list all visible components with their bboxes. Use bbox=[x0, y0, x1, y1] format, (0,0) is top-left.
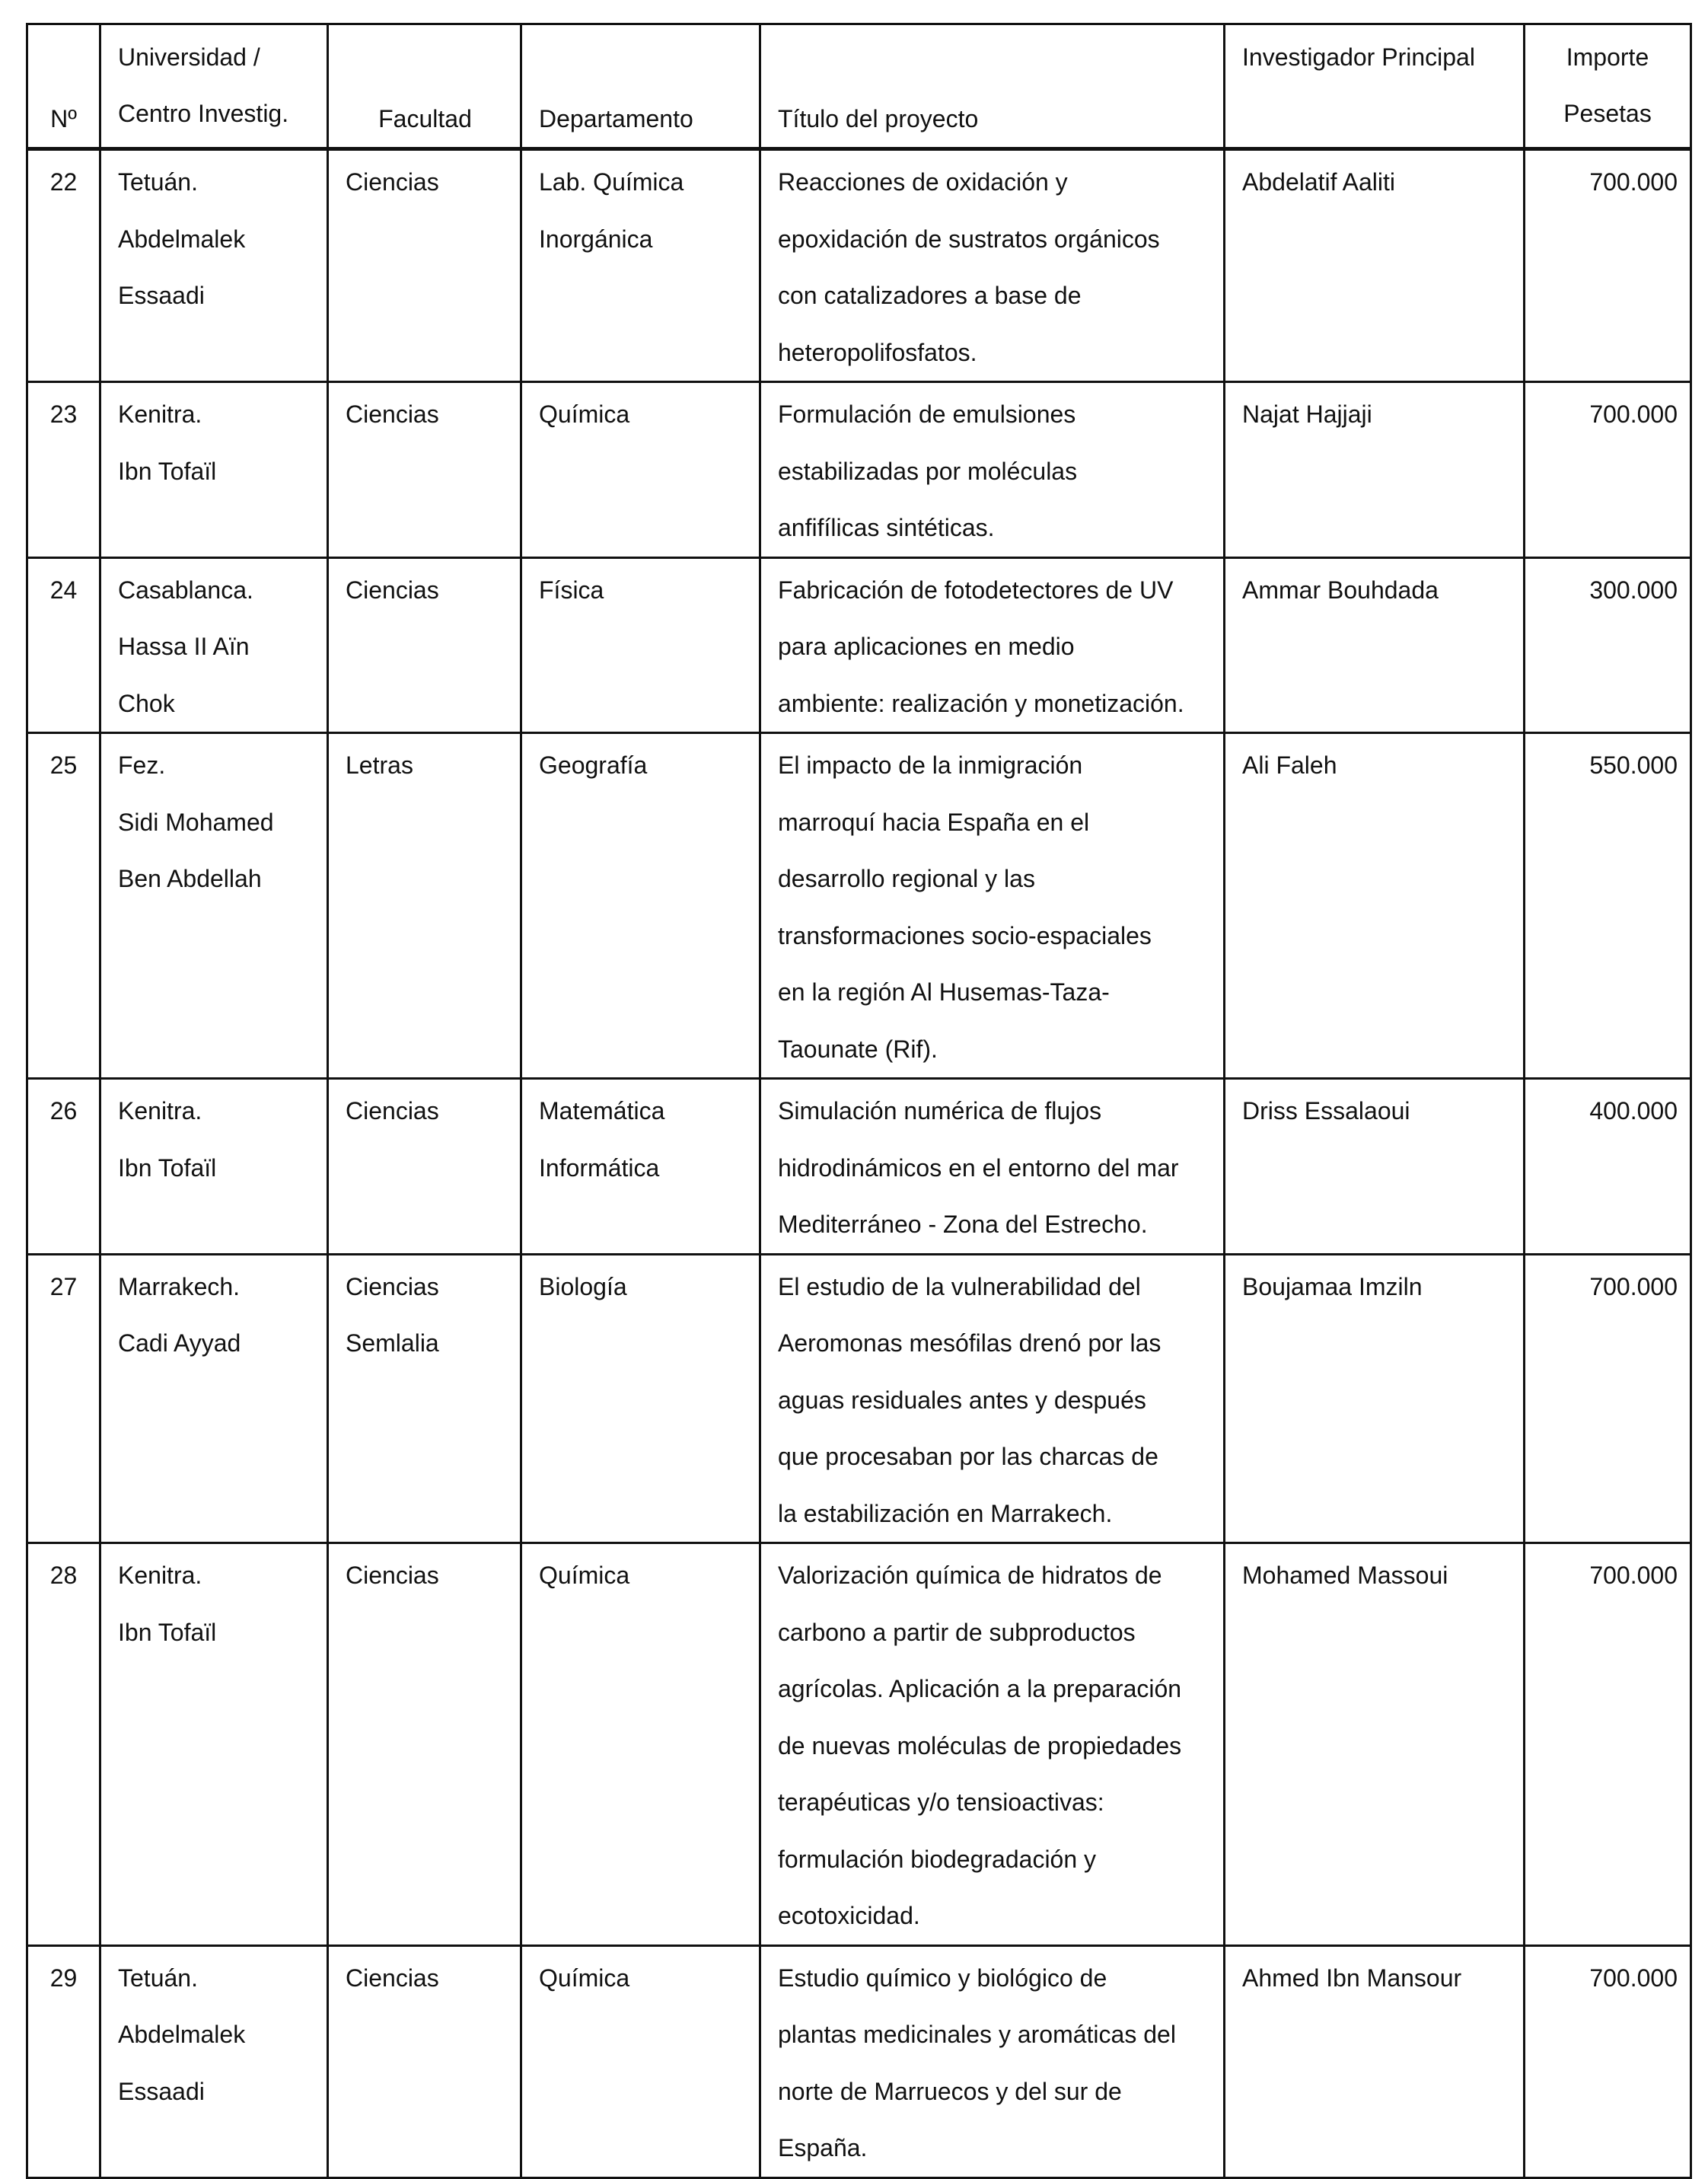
cell-faculty: Ciencias bbox=[328, 1079, 521, 1255]
table-row bbox=[27, 1079, 1691, 1255]
cell-department: Matemática Informática bbox=[521, 1079, 760, 1255]
cell-num: 26 bbox=[27, 1079, 100, 1255]
cell-investigator: Driss Essalaoui bbox=[1225, 1079, 1525, 1255]
table-row bbox=[27, 733, 1691, 1079]
cell-department: Química bbox=[521, 382, 760, 558]
cell-investigator: Ali Faleh bbox=[1225, 733, 1525, 1079]
cell-department: Biología bbox=[521, 1254, 760, 1543]
cell-university: Kenitra. Ibn Tofaïl bbox=[100, 1543, 328, 1946]
cell-num: 24 bbox=[27, 557, 100, 733]
header-university-line2: Centro Investig. bbox=[118, 100, 289, 127]
cell-title: Formulación de emulsiones estabilizadas por moléculas anfifílicas sintéticas. bbox=[760, 382, 1225, 558]
cell-amount: 700.000 bbox=[1525, 1945, 1691, 2177]
cell-department: Lab. Química Inorgánica bbox=[521, 149, 760, 382]
cell-investigator: Ammar Bouhdada bbox=[1225, 557, 1525, 733]
cell-faculty: Ciencias bbox=[328, 149, 521, 382]
cell-num: 25 bbox=[27, 733, 100, 1079]
cell-amount: 400.000 bbox=[1525, 1079, 1691, 1255]
cell-department: Geografía bbox=[521, 733, 760, 1079]
cell-title: El impacto de la inmigración marroquí hacia España en el desarrollo regional y las transformaciones socio-espaciales en la región Al Husemas-Taza- Taounate (Rif). bbox=[760, 733, 1225, 1079]
cell-num: 29 bbox=[27, 1945, 100, 2177]
cell-faculty: Ciencias bbox=[328, 1543, 521, 1946]
cell-num: 27 bbox=[27, 1254, 100, 1543]
table-row bbox=[27, 557, 1691, 733]
header-num: Nº bbox=[27, 24, 100, 149]
header-amount bbox=[1525, 24, 1691, 149]
cell-investigator: Ahmed Ibn Mansour bbox=[1225, 1945, 1525, 2177]
header-faculty: Facultad bbox=[328, 24, 521, 149]
header-row bbox=[27, 24, 1691, 149]
cell-title: Simulación numérica de flujos hidrodinámicos en el entorno del mar Mediterráneo - Zona del Estrecho. bbox=[760, 1079, 1225, 1255]
cell-amount: 700.000 bbox=[1525, 382, 1691, 558]
projects-table bbox=[26, 23, 1692, 2179]
table-row bbox=[27, 382, 1691, 558]
cell-title: Reacciones de oxidación y epoxidación de sustratos orgánicos con catalizadores a base de heteropolifosfatos. bbox=[760, 149, 1225, 382]
header-university-line1: Universidad / bbox=[118, 43, 260, 71]
cell-title: Fabricación de fotodetectores de UV para aplicaciones en medio ambiente: realización y monetización. bbox=[760, 557, 1225, 733]
cell-investigator: Boujamaa Imziln bbox=[1225, 1254, 1525, 1543]
cell-investigator: Mohamed Massoui bbox=[1225, 1543, 1525, 1946]
cell-amount: 550.000 bbox=[1525, 733, 1691, 1079]
cell-amount: 700.000 bbox=[1525, 1543, 1691, 1946]
cell-university: Tetuán. Abdelmalek Essaadi bbox=[100, 1945, 328, 2177]
cell-faculty: Ciencias bbox=[328, 557, 521, 733]
cell-amount: 300.000 bbox=[1525, 557, 1691, 733]
cell-num: 22 bbox=[27, 149, 100, 382]
table-row bbox=[27, 1945, 1691, 2177]
cell-investigator: Najat Hajjaji bbox=[1225, 382, 1525, 558]
cell-university: Tetuán. Abdelmalek Essaadi bbox=[100, 149, 328, 382]
header-amount-line1: Importe bbox=[1566, 43, 1649, 71]
header-title: Título del proyecto bbox=[760, 24, 1225, 149]
header-department: Departamento bbox=[521, 24, 760, 149]
cell-amount: 700.000 bbox=[1525, 149, 1691, 382]
header-amount-line2: Pesetas bbox=[1563, 100, 1652, 127]
cell-title: El estudio de la vulnerabilidad del Aeromonas mesófilas drenó por las aguas residuales antes y después que procesaban por las charcas de la estabilización en Marrakech. bbox=[760, 1254, 1225, 1543]
cell-faculty: Letras bbox=[328, 733, 521, 1079]
cell-university: Casablanca. Hassa II Aïn Chok bbox=[100, 557, 328, 733]
cell-faculty: Ciencias Semlalia bbox=[328, 1254, 521, 1543]
cell-university: Marrakech. Cadi Ayyad bbox=[100, 1254, 328, 1543]
cell-title: Valorización química de hidratos de carbono a partir de subproductos agrícolas. Aplicación a la preparación de nuevas moléculas de propiedades terapéuticas y/o tensioactivas: formulación biodegradación y ecotoxicidad. bbox=[760, 1543, 1225, 1946]
cell-department: Física bbox=[521, 557, 760, 733]
table-row bbox=[27, 1543, 1691, 1946]
cell-amount: 700.000 bbox=[1525, 1254, 1691, 1543]
cell-num: 28 bbox=[27, 1543, 100, 1946]
table-row bbox=[27, 1254, 1691, 1543]
cell-department: Química bbox=[521, 1543, 760, 1946]
cell-num: 23 bbox=[27, 382, 100, 558]
table-row bbox=[27, 149, 1691, 382]
cell-title: Estudio químico y biológico de plantas medicinales y aromáticas del norte de Marruecos y del sur de España. bbox=[760, 1945, 1225, 2177]
cell-investigator: Abdelatif Aaliti bbox=[1225, 149, 1525, 382]
cell-university: Kenitra. Ibn Tofaïl bbox=[100, 382, 328, 558]
cell-faculty: Ciencias bbox=[328, 382, 521, 558]
header-university bbox=[100, 24, 328, 149]
cell-faculty: Ciencias bbox=[328, 1945, 521, 2177]
header-investigator: Investigador Principal bbox=[1225, 24, 1525, 149]
cell-university: Kenitra. Ibn Tofaïl bbox=[100, 1079, 328, 1255]
cell-department: Química bbox=[521, 1945, 760, 2177]
cell-university: Fez. Sidi Mohamed Ben Abdellah bbox=[100, 733, 328, 1079]
